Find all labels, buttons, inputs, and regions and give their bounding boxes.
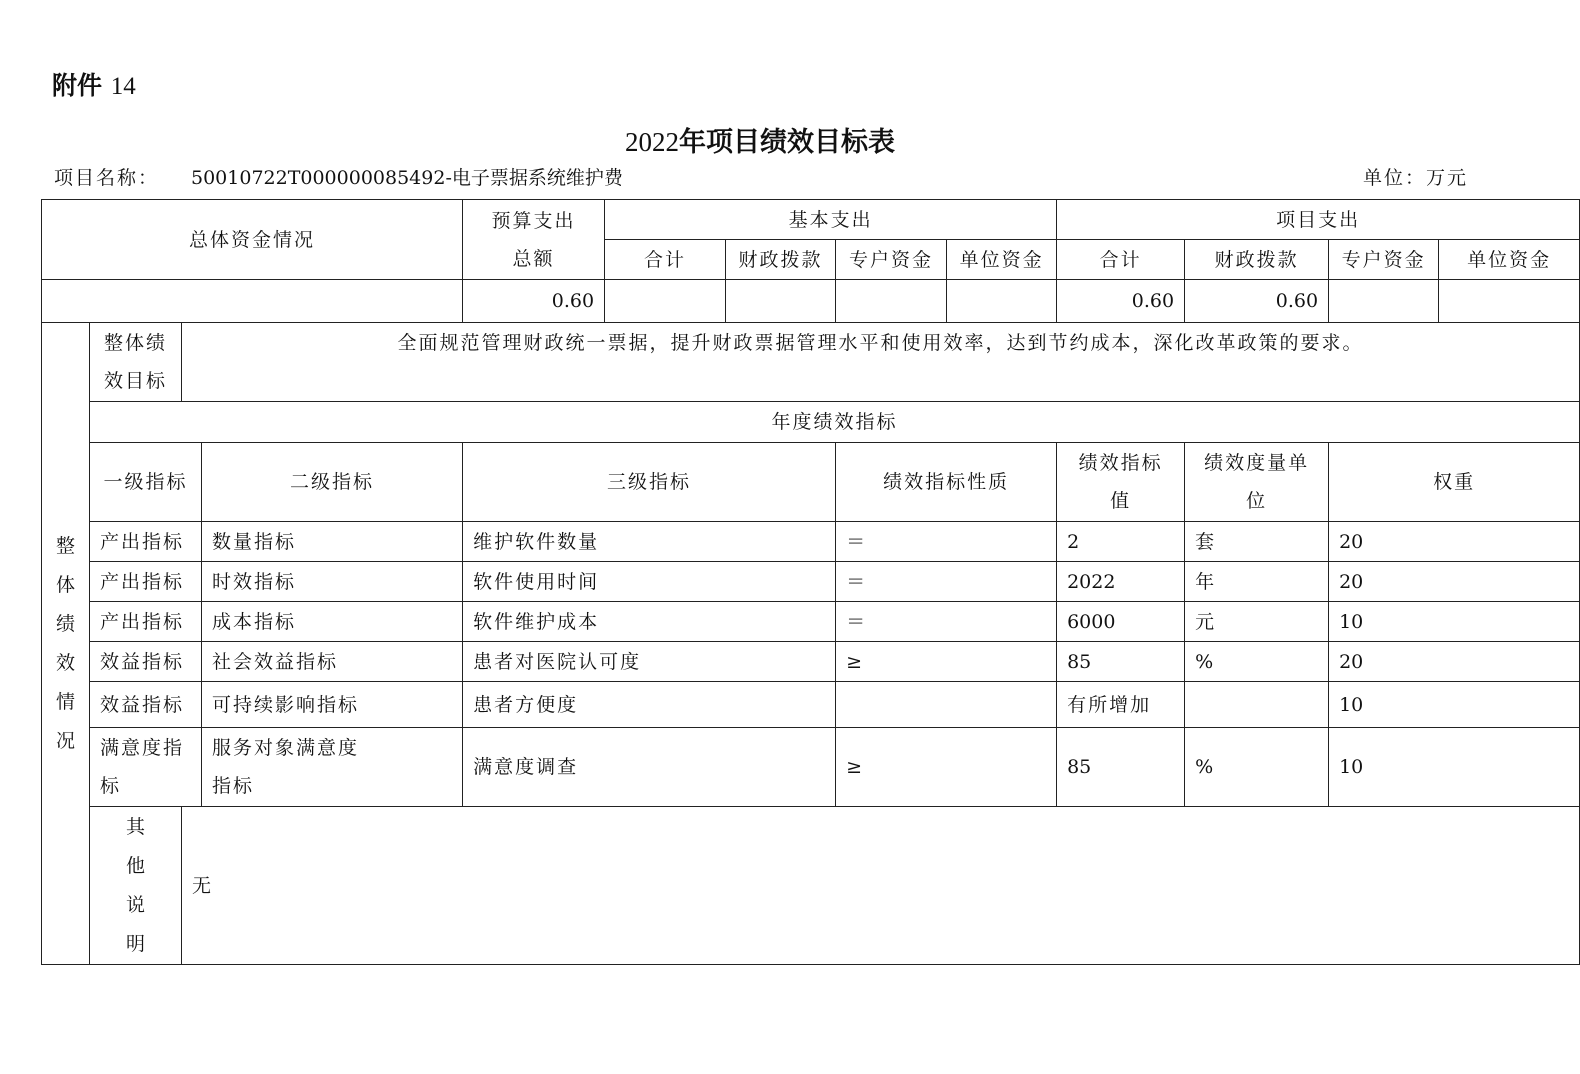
row-weight: 10 xyxy=(1329,728,1580,807)
row-level3: 患者对医院认可度 xyxy=(463,642,836,682)
basic-unit-value xyxy=(947,280,1057,323)
project-name-value: 50010722T000000085492-电子票据系统维护费 xyxy=(191,167,623,189)
header-level3: 三级指标 xyxy=(463,443,836,522)
row-level2: 可持续影响指标 xyxy=(202,682,463,728)
basic-subheader-special: 专户资金 xyxy=(836,240,947,280)
row-value: 2022 xyxy=(1057,562,1185,602)
attachment-label-text: 附件 xyxy=(52,71,103,100)
row-level1: 效益指标 xyxy=(90,682,202,728)
row-unit: 元 xyxy=(1185,602,1329,642)
row-level3: 满意度调查 xyxy=(463,728,836,807)
header-weight: 权重 xyxy=(1329,443,1580,522)
attachment-number: 14 xyxy=(110,73,136,100)
row-level1 xyxy=(90,728,202,807)
project-subheader-unit: 单位资金 xyxy=(1439,240,1580,280)
unit-label: 单位：万元 xyxy=(1362,167,1468,189)
row-level1-line2: 标 xyxy=(100,775,122,797)
other-label-char: 说 xyxy=(125,893,145,916)
row-nature: ≥ xyxy=(836,642,1057,682)
row-nature: ＝ xyxy=(836,562,1057,602)
row-level2: 社会效益指标 xyxy=(202,642,463,682)
table-row xyxy=(42,642,1580,682)
header-unit xyxy=(1185,443,1329,522)
row-unit: % xyxy=(1185,642,1329,682)
row-level1: 产出指标 xyxy=(90,602,202,642)
table-row xyxy=(42,522,1580,562)
title-year: 2022 xyxy=(625,127,679,157)
row-weight: 10 xyxy=(1329,682,1580,728)
project-special-value xyxy=(1329,280,1439,323)
row-nature xyxy=(836,682,1057,728)
project-subheader-fiscal: 财政拨款 xyxy=(1185,240,1329,280)
funding-empty-cell xyxy=(42,280,463,323)
row-level2 xyxy=(202,728,463,807)
table-row xyxy=(42,602,1580,642)
row-nature: ＝ xyxy=(836,602,1057,642)
row-weight: 20 xyxy=(1329,562,1580,602)
row-weight: 20 xyxy=(1329,522,1580,562)
row-level3: 软件维护成本 xyxy=(463,602,836,642)
other-notes-text: 无 xyxy=(182,807,1580,965)
row-unit xyxy=(1185,682,1329,728)
performance-section-label xyxy=(42,323,90,965)
row-level2-line1: 服务对象满意度 xyxy=(212,737,360,759)
overall-goal-label xyxy=(90,323,182,402)
header-value-line1: 绩效指标 xyxy=(1078,452,1163,474)
budget-total-header xyxy=(463,200,605,280)
perf-label-char: 绩 xyxy=(55,612,75,635)
basic-special-value xyxy=(836,280,947,323)
header-value-line2: 值 xyxy=(1110,490,1132,512)
row-unit: % xyxy=(1185,728,1329,807)
other-label-char: 其 xyxy=(125,815,145,838)
perf-label-char: 整 xyxy=(55,534,75,557)
row-nature: ＝ xyxy=(836,522,1057,562)
row-level1: 效益指标 xyxy=(90,642,202,682)
project-fiscal-value: 0.60 xyxy=(1185,280,1329,323)
attachment-label xyxy=(52,66,136,102)
row-value: 有所增加 xyxy=(1057,682,1185,728)
row-level2-line2: 指标 xyxy=(212,775,255,797)
row-value: 6000 xyxy=(1057,602,1185,642)
row-level3: 患者方便度 xyxy=(463,682,836,728)
row-value: 85 xyxy=(1057,728,1185,807)
perf-label-char: 况 xyxy=(55,729,75,752)
other-label-char: 明 xyxy=(125,932,145,955)
row-level3: 软件使用时间 xyxy=(463,562,836,602)
basic-subheader-total: 合计 xyxy=(605,240,726,280)
title-text: 年项目绩效目标表 xyxy=(679,127,895,158)
table-row xyxy=(42,728,1580,807)
row-level1: 产出指标 xyxy=(90,522,202,562)
row-level1-line1: 满意度指 xyxy=(100,737,185,759)
row-level3: 维护软件数量 xyxy=(463,522,836,562)
header-level1: 一级指标 xyxy=(90,443,202,522)
perf-label-char: 效 xyxy=(55,651,75,674)
row-unit: 套 xyxy=(1185,522,1329,562)
table-row xyxy=(42,562,1580,602)
header-nature: 绩效指标性质 xyxy=(836,443,1057,522)
table-row xyxy=(42,682,1580,728)
row-level1: 产出指标 xyxy=(90,562,202,602)
row-level2: 数量指标 xyxy=(202,522,463,562)
row-value: 85 xyxy=(1057,642,1185,682)
header-level2: 二级指标 xyxy=(202,443,463,522)
budget-total-header-line1: 预算支出 xyxy=(491,209,576,232)
overall-goal-label-line2: 效目标 xyxy=(103,370,167,392)
budget-total-value: 0.60 xyxy=(463,280,605,323)
other-notes-label xyxy=(90,807,182,965)
project-subheader-special: 专户资金 xyxy=(1329,240,1439,280)
project-meta xyxy=(54,164,1468,192)
basic-total-value xyxy=(605,280,726,323)
basic-expenditure-header: 基本支出 xyxy=(605,200,1057,240)
budget-total-header-line2: 总额 xyxy=(512,247,555,270)
header-value xyxy=(1057,443,1185,522)
header-unit-line1: 绩效度量单 xyxy=(1204,452,1310,474)
header-unit-line2: 位 xyxy=(1246,490,1268,512)
project-name-label: 项目名称： xyxy=(54,167,160,189)
row-unit: 年 xyxy=(1185,562,1329,602)
project-unit-value xyxy=(1439,280,1580,323)
annual-indicators-header: 年度绩效指标 xyxy=(90,402,1580,443)
performance-target-table xyxy=(41,199,1580,965)
row-level2: 时效指标 xyxy=(202,562,463,602)
row-weight: 10 xyxy=(1329,602,1580,642)
project-subheader-total: 合计 xyxy=(1057,240,1185,280)
perf-label-char: 情 xyxy=(55,690,75,713)
other-label-char: 他 xyxy=(125,854,145,877)
overall-goal-label-line1: 整体绩 xyxy=(103,332,167,354)
funding-section-label: 总体资金情况 xyxy=(42,200,463,280)
project-total-value: 0.60 xyxy=(1057,280,1185,323)
row-weight: 20 xyxy=(1329,642,1580,682)
row-level2: 成本指标 xyxy=(202,602,463,642)
basic-subheader-unit: 单位资金 xyxy=(947,240,1057,280)
page-title xyxy=(0,120,1520,159)
project-expenditure-header: 项目支出 xyxy=(1057,200,1580,240)
basic-subheader-fiscal: 财政拨款 xyxy=(726,240,836,280)
perf-label-char: 体 xyxy=(55,573,75,596)
row-value: 2 xyxy=(1057,522,1185,562)
row-nature: ≥ xyxy=(836,728,1057,807)
overall-goal-text: 全面规范管理财政统一票据，提升财政票据管理水平和使用效率，达到节约成本，深化改革政策的要求。 xyxy=(182,323,1580,402)
basic-fiscal-value xyxy=(726,280,836,323)
